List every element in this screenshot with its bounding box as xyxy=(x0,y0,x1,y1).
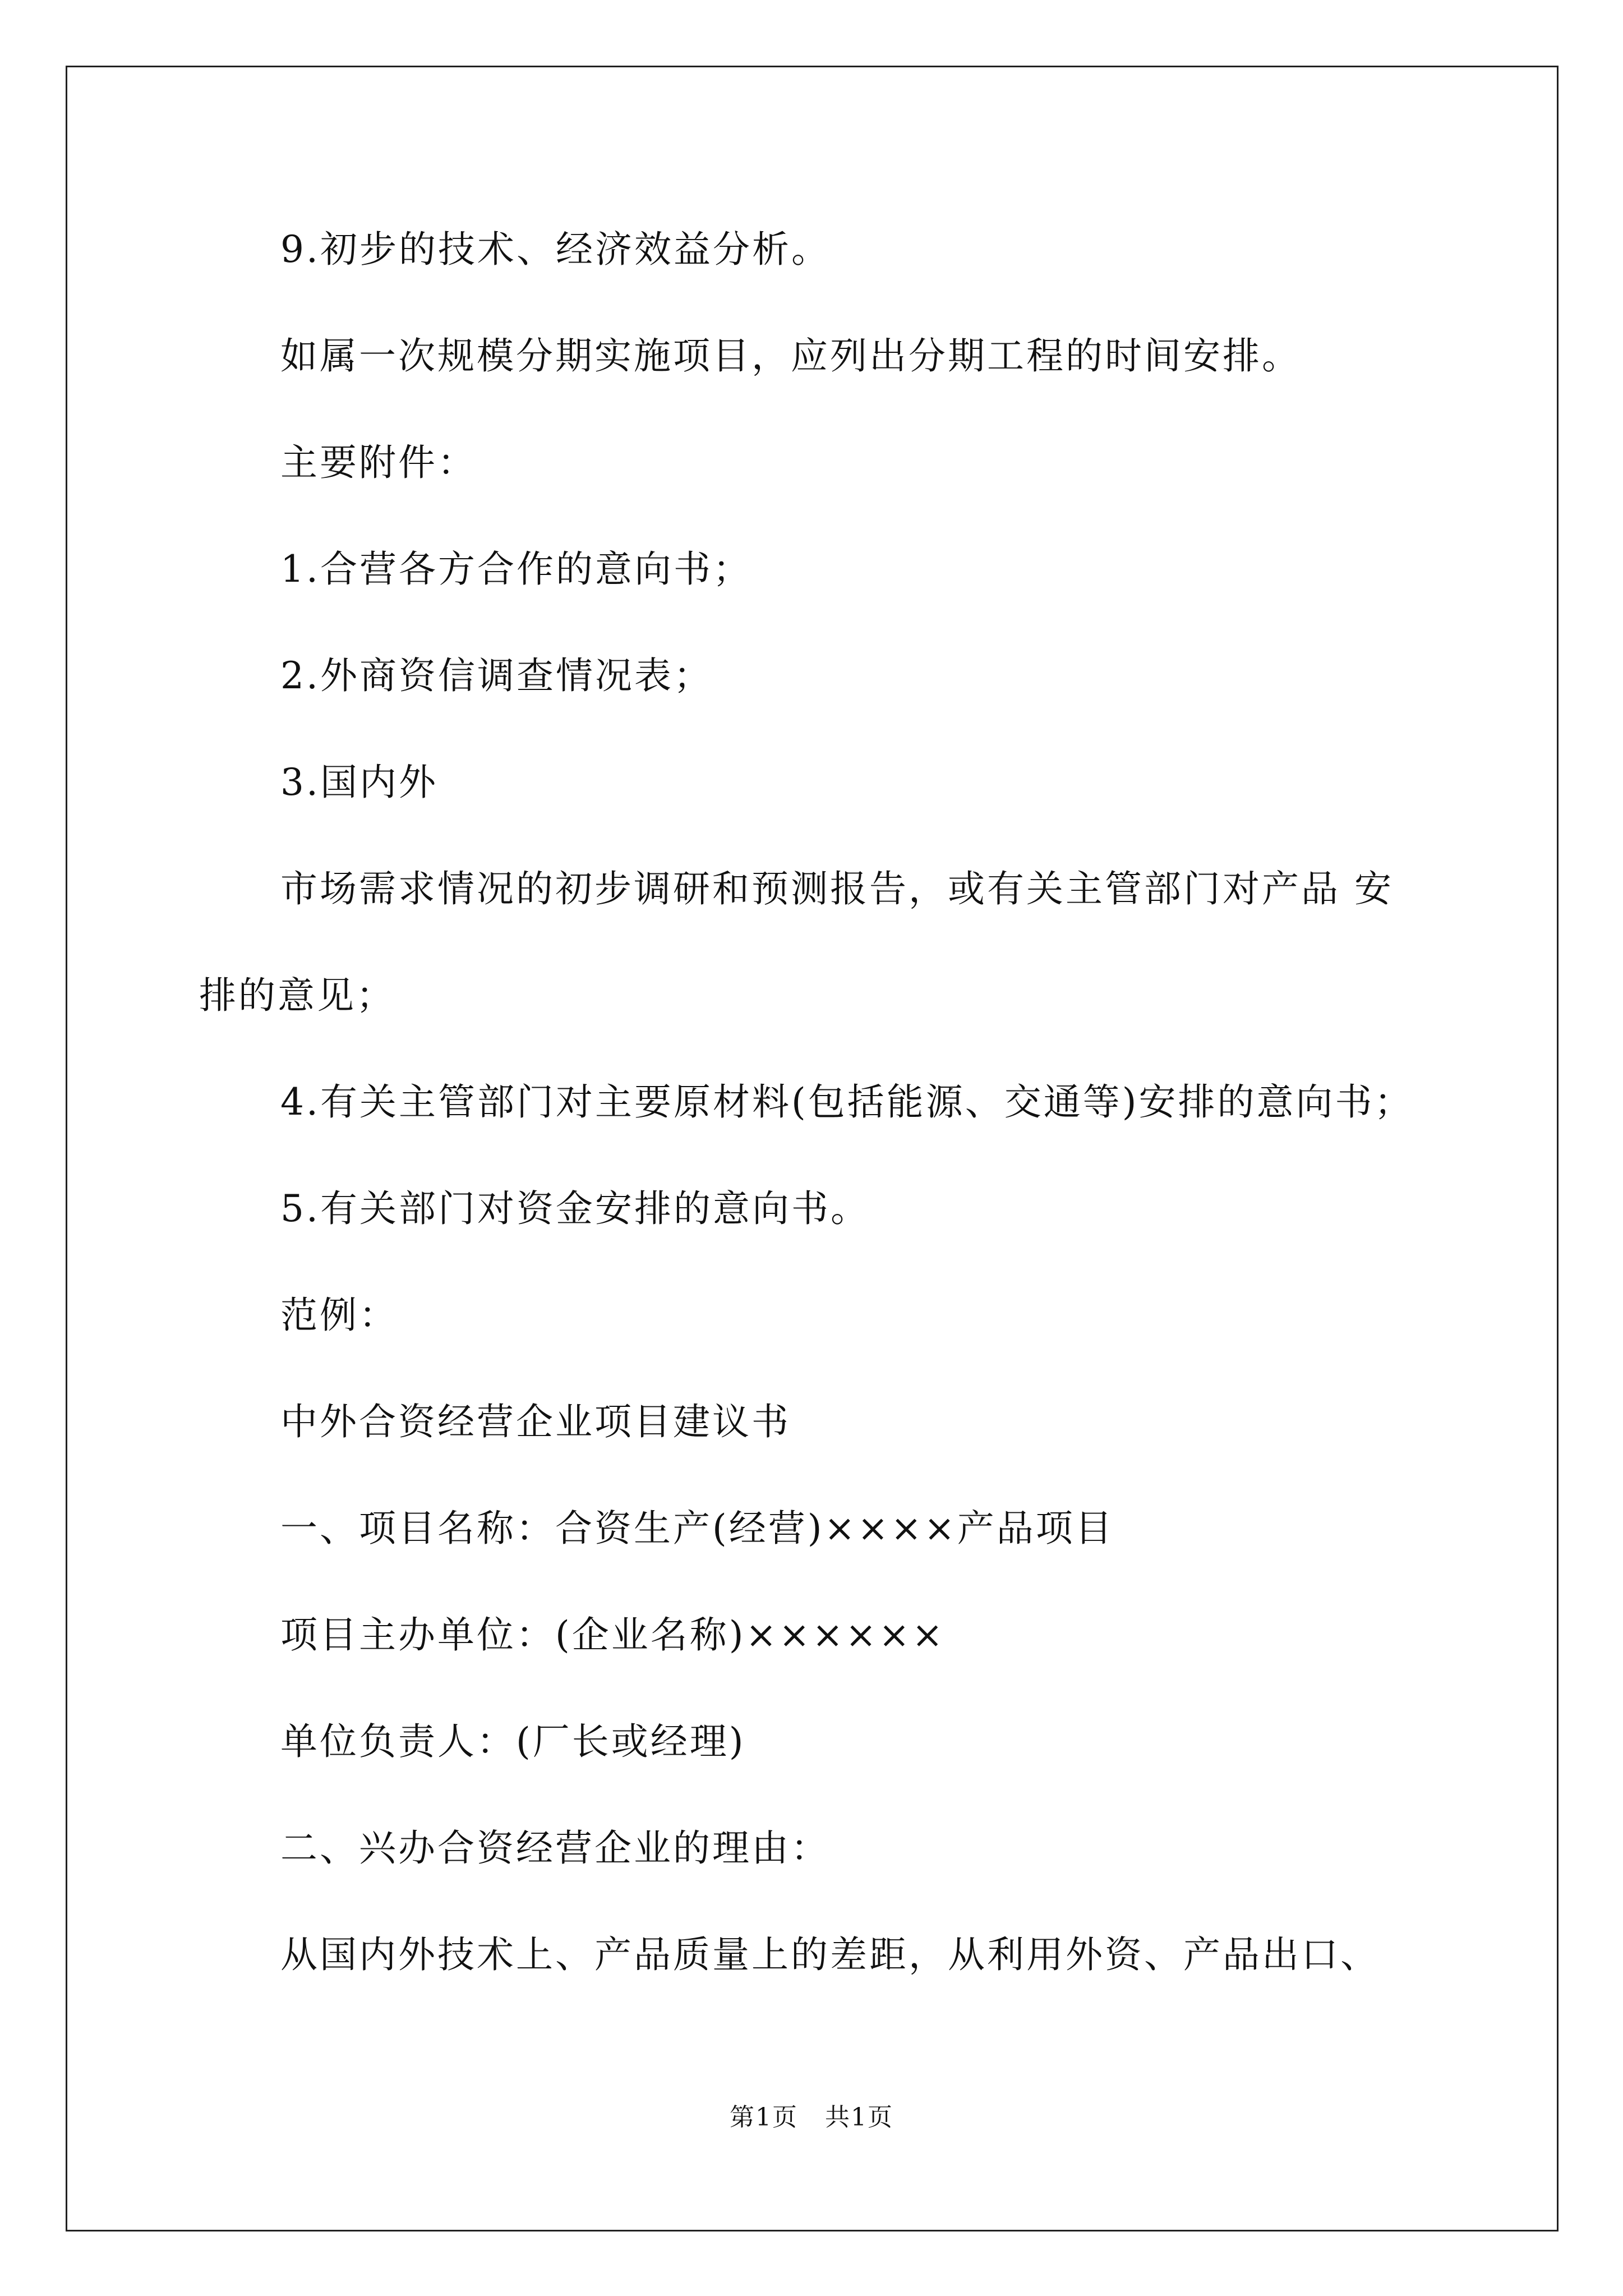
text-line-1: 9.初步的技术、经济效益分析。 xyxy=(280,228,831,271)
text-line-7: 市场需求情况的初步调研和预测报告，或有关主管部门对产品 安 xyxy=(280,867,1394,910)
text-line-16: 二、兴办合资经营企业的理由： xyxy=(280,1826,830,1870)
text-line-6: 3.国内外 xyxy=(280,761,438,804)
text-line-8: 排的意见； xyxy=(199,974,395,1017)
text-line-15: 单位负责人：(厂长或经理) xyxy=(280,1720,746,1763)
text-line-5: 2.外商资信调查情况表； xyxy=(280,654,713,697)
text-line-13: 一、项目名称：合资生产(经营)××××产品项目 xyxy=(280,1507,1114,1550)
text-line-11: 范例： xyxy=(280,1294,398,1337)
text-line-14: 项目主办单位：(企业名称)×××××× xyxy=(280,1613,946,1657)
page-footer: 第1页 共1页 xyxy=(730,2103,893,2132)
text-line-4: 1.合营各方合作的意向书； xyxy=(280,547,752,591)
text-line-17: 从国内外技术上、产品质量上的差距，从利用外资、产品出口、 xyxy=(280,1933,1380,1976)
page-border xyxy=(66,66,1559,2231)
text-line-12: 中外合资经营企业项目建议书 xyxy=(280,1400,791,1443)
text-line-9: 4.有关主管部门对主要原材料(包括能源、交通等)安排的意向书； xyxy=(280,1080,1414,1124)
text-line-2: 如属一次规模分期实施项目，应列出分期工程的时间安排。 xyxy=(280,334,1301,378)
text-line-3: 主要附件： xyxy=(280,441,477,484)
text-line-10: 5.有关部门对资金安排的意向书。 xyxy=(280,1187,870,1230)
